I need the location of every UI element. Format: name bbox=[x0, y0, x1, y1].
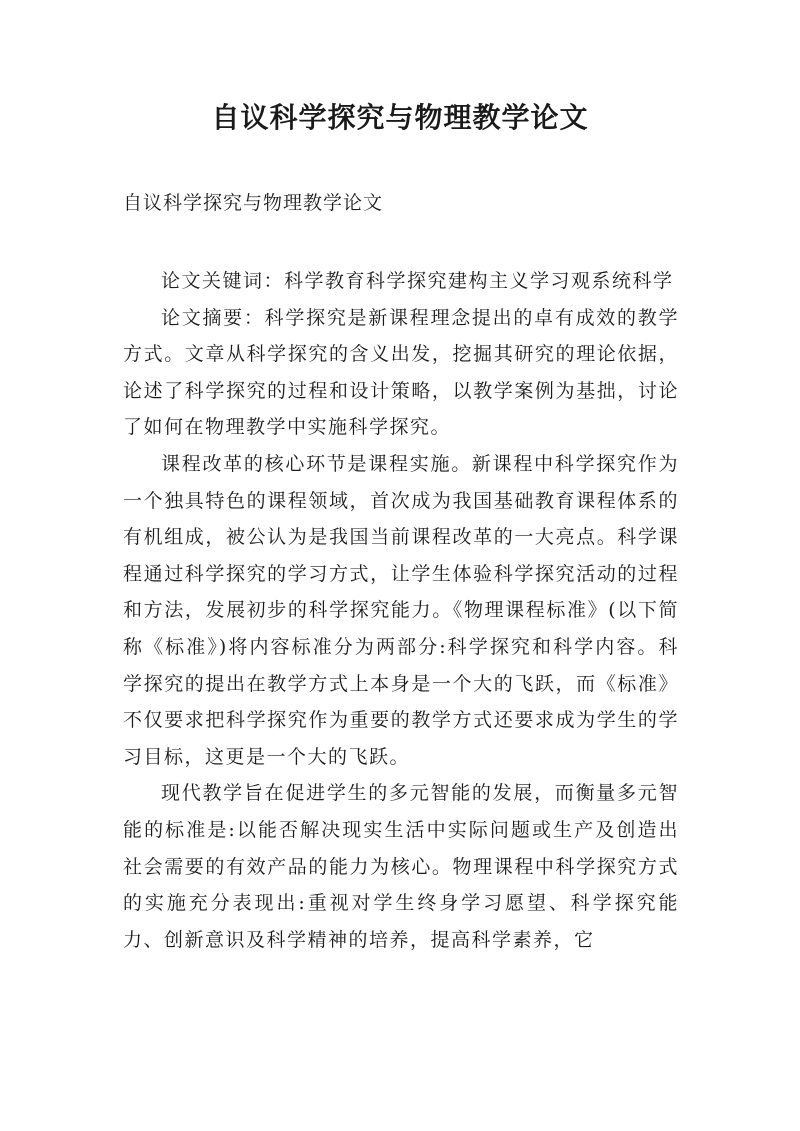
paragraph-keywords: 论文关键词：科学教育科学探究建构主义学习观系统科学 bbox=[161, 270, 674, 292]
paragraph-abstract: 论文摘要：科学探究是新课程理念提出的卓有成效的教学方式。文章从科学探究的含义出发，挖掘其研究的理论依据，论述了科学探究的过程和设计策略，以教学案例为基拙，讨论了如何在物理教学中实施科学探究。 bbox=[123, 306, 679, 439]
paragraph-body-2: 现代教学旨在促进学生的多元智能的发展，而衡量多元智能的标准是:以能否解决现实生活中实际问题或生产及创造出社会需要的有效产品的能力为核心。物理课程中科学探究方式的实施充分表现出:重视对学生终身学习愿望、科学探究能力、创新意识及科学精神的培养，提高科学素养，它 bbox=[123, 782, 679, 951]
document-title: 自议科学探究与物理教学论文 bbox=[211, 101, 589, 134]
document-body bbox=[123, 263, 679, 958]
document-subtitle: 自议科学探究与物理教学论文 bbox=[123, 192, 384, 214]
paragraph-body-1: 课程改革的核心环节是课程实施。新课程中科学探究作为一个独具特色的课程领域，首次成为我国基础教育课程体系的有机组成，被公认为是我国当前课程改革的一大亮点。科学课程通过科学探究的学习方式，让学生体验科学探究活动的过程和方法，发展初步的科学探究能力。《物理课程标准》(以下简称《标准》)将内容标准分为两部分:科学探究和科学内容。科学探究的提出在教学方式上本身是一个大的飞跃，而《标准》不仅要求把科学探究作为重要的教学方式还要求成为学生的学习目标，这更是一个大的飞跃。 bbox=[123, 452, 679, 768]
